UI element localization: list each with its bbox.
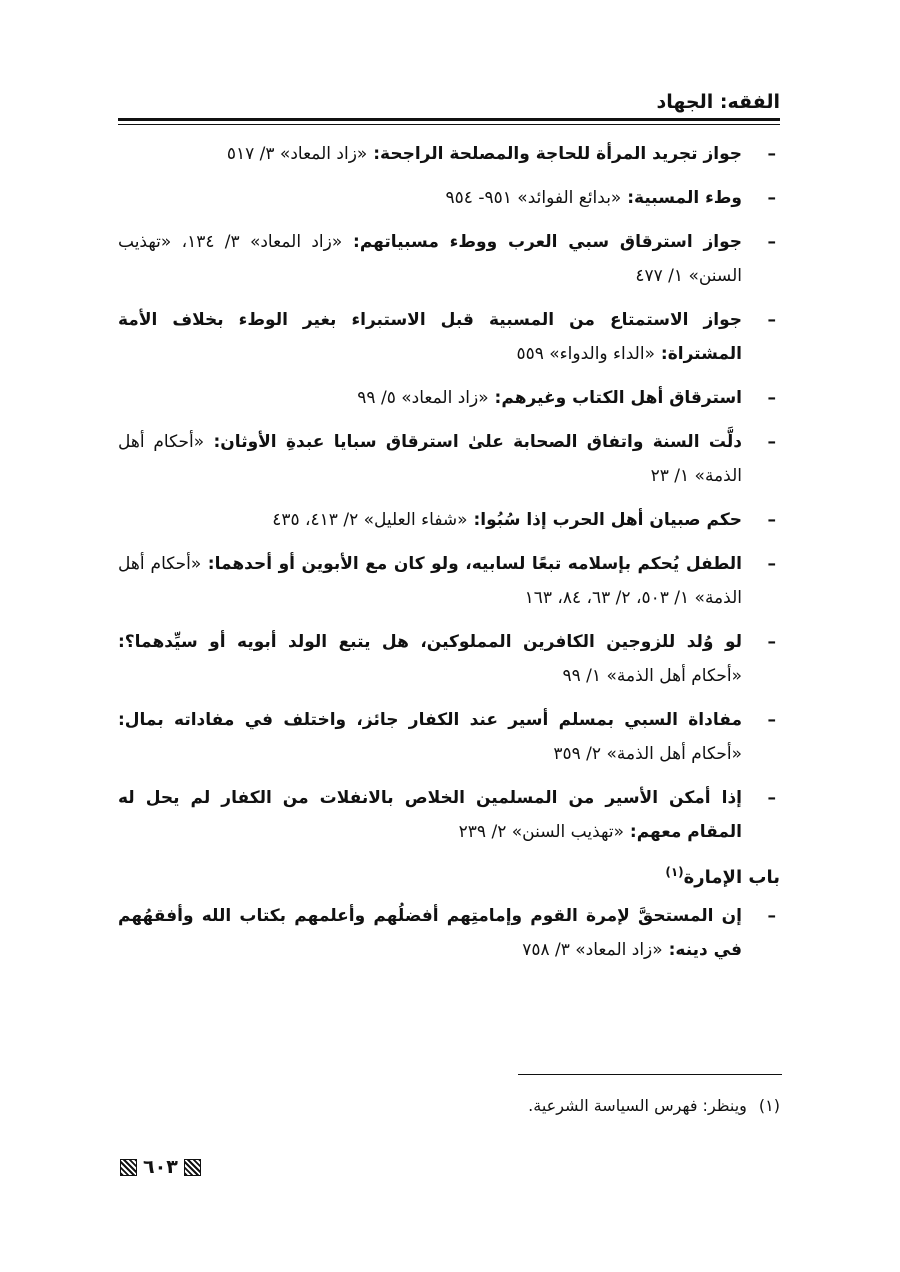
entry-reference: «زاد المعاد» ٣/ ٥١٧ <box>226 144 368 164</box>
entry-dash: – <box>767 906 776 926</box>
entry-dash: – <box>767 188 776 208</box>
footnote-rule <box>518 1074 782 1075</box>
entry-text: وطء المسبية: <box>621 188 742 208</box>
section-heading <box>118 857 780 893</box>
index-entry <box>118 899 780 967</box>
ornament-right-icon <box>184 1159 201 1176</box>
entry-reference: «تهذيب السنن» ٢/ ٢٣٩ <box>458 822 624 842</box>
footnote-number: (١) <box>758 1096 780 1115</box>
index-entry <box>118 703 780 771</box>
entry-text: الطفل يُحكم بإسلامه تبعًا لسابيه، ولو كان مع الأبوين أو أحدهما: <box>201 554 742 574</box>
index-entry <box>118 503 780 537</box>
index-entry <box>118 225 780 293</box>
entry-reference: «أحكام أهل الذمة» ٢/ ٣٥٩ <box>553 744 742 764</box>
entry-reference: «أحكام أهل الذمة» ١/ ٩٩ <box>562 666 742 686</box>
index-entry <box>118 425 780 493</box>
index-entry <box>118 381 780 415</box>
entry-text: لو وُلد للزوجين الكافرين المملوكين، هل يتبع الولد أبويه أو سيِّدهما؟: <box>118 632 742 652</box>
entry-reference: «بدائع الفوائد» ٩٥١- ٩٥٤ <box>445 188 622 208</box>
entry-dash: – <box>767 232 776 252</box>
index-entry <box>118 137 780 171</box>
entry-reference: «أحكام أهل الذمة» ١/ ٢٣ <box>118 432 742 486</box>
entry-text: حكم صبيان أهل الحرب إذا سُبُوا: <box>467 510 742 530</box>
entry-text: دلَّت السنة واتفاق الصحابة علىٰ استرقاق سبايا عبدةِ الأوثان: <box>204 432 742 452</box>
entry-text: مفاداة السبي بمسلم أسير عند الكفار جائز، واختلف في مفاداته بمال: <box>118 710 742 730</box>
entry-reference: «أحكام أهل الذمة» ١/ ٥٠٣، ٢/ ٦٣، ٨٤، ١٦٣ <box>118 554 742 608</box>
footnote <box>528 1094 780 1118</box>
entry-text: جواز استرقاق سبي العرب ووطء مسبياتهم: <box>342 232 742 252</box>
entry-dash: – <box>767 554 776 574</box>
entry-dash: – <box>767 310 776 330</box>
index-entry <box>118 781 780 849</box>
footnote-mark: (١) <box>665 865 684 879</box>
entry-reference: «الداء والدواء» ٥٥٩ <box>516 344 655 364</box>
page-header-title: الفقه: الجهاد <box>656 91 780 113</box>
ornament-left-icon <box>120 1159 137 1176</box>
entry-dash: – <box>767 510 776 530</box>
entry-text: جواز تجريد المرأة للحاجة والمصلحة الراجحة: <box>367 144 742 164</box>
entries-list <box>118 137 780 849</box>
entry-reference: «شفاء العليل» ٢/ ٤١٣، ٤٣٥ <box>272 510 468 530</box>
section-title: باب الإمارة <box>683 867 780 888</box>
entry-dash: – <box>767 632 776 652</box>
index-entry <box>118 303 780 371</box>
entry-reference: «زاد المعاد» ٥/ ٩٩ <box>357 388 489 408</box>
entry-text: جواز الاستمتاع من المسبية قبل الاستبراء بغير الوطء بخلاف الأمة المشتراة: <box>118 310 742 364</box>
entry-reference: «زاد المعاد» ٣/ ٧٥٨ <box>522 940 663 960</box>
index-content <box>118 137 780 977</box>
entry-dash: – <box>767 144 776 164</box>
index-entry <box>118 547 780 615</box>
entry-dash: – <box>767 710 776 730</box>
footnote-text: وينظر: فهرس السياسة الشرعية. <box>528 1096 747 1115</box>
index-entry <box>118 625 780 693</box>
entries-list-section <box>118 899 780 967</box>
entry-reference: «زاد المعاد» ٣/ ١٣٤، «تهذيب السنن» ١/ ٤٧٧ <box>118 232 742 286</box>
entry-text: إذا أمكن الأسير من المسلمين الخلاص بالانفلات من الكفار لم يحل له المقام معهم: <box>118 788 742 842</box>
entry-text: استرقاق أهل الكتاب وغيرهم: <box>488 388 742 408</box>
entry-dash: – <box>767 388 776 408</box>
page-number-block <box>120 1156 201 1178</box>
index-entry <box>118 181 780 215</box>
entry-dash: – <box>767 788 776 808</box>
entry-text: إن المستحقَّ لإمرة القوم وإمامتِهم أفضلُهم وأعلمهم بكتاب الله وأفقهُهم في دينه: <box>118 906 742 960</box>
header-rule-thin <box>118 124 780 125</box>
page-number: ٦٠٣ <box>143 1156 178 1178</box>
header-rule-thick <box>118 118 780 121</box>
entry-dash: – <box>767 432 776 452</box>
